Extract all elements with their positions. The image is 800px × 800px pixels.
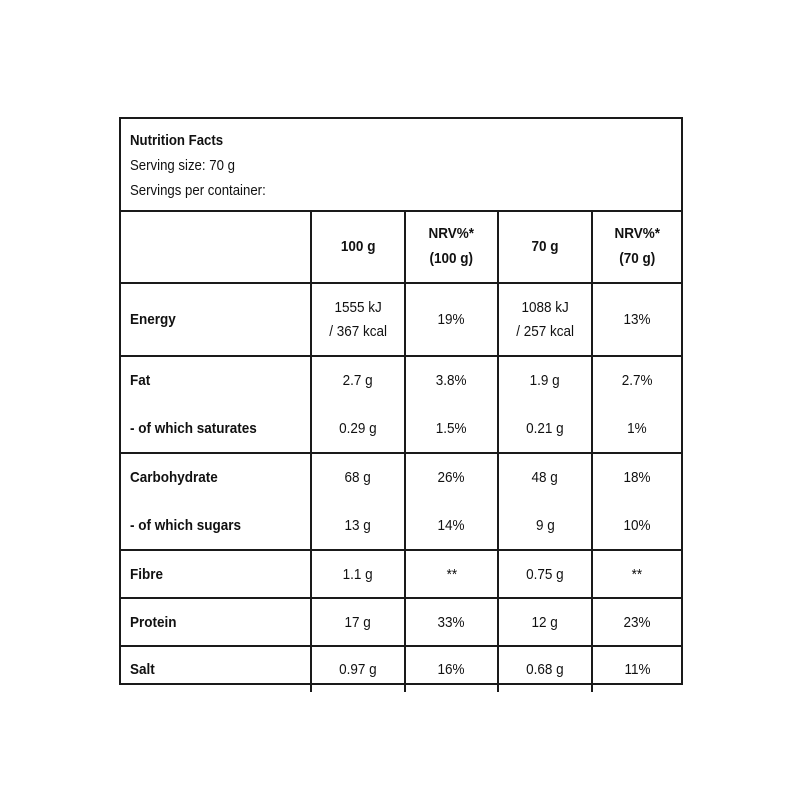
saturates-per-70g: 0.21 g <box>498 404 592 453</box>
row-name-fat: Fat <box>130 372 151 389</box>
label-title: Nutrition Facts <box>130 132 224 149</box>
row-name-saturates: - of which saturates <box>121 404 311 453</box>
energy-per-70g-kcal: / 257 kcal <box>516 322 574 340</box>
table-header-row <box>121 210 681 283</box>
table-row-sugars <box>121 501 681 550</box>
saturates-nrv-70g: 1% <box>592 404 681 453</box>
fibre-nrv-70g: ** <box>592 550 681 598</box>
energy-per-100g-kj: 1555 kJ <box>334 298 382 316</box>
header-nrv-70g-line2: (70 g) <box>618 250 655 267</box>
table-row-energy <box>121 283 681 356</box>
row-name-salt: Salt <box>130 661 155 678</box>
energy-nrv-100g: 19% <box>405 283 498 356</box>
table-row-protein <box>121 598 681 646</box>
sugars-nrv-70g: 10% <box>592 501 681 550</box>
table-row-carbohydrate <box>121 453 681 501</box>
saturates-per-100g: 0.29 g <box>311 404 405 453</box>
row-name-carbohydrate: Carbohydrate <box>130 469 218 486</box>
carbohydrate-nrv-70g: 18% <box>592 453 681 501</box>
table-row-fibre <box>121 550 681 598</box>
header-nrv-70g <box>592 210 681 283</box>
fibre-nrv-100g: ** <box>405 550 498 598</box>
nutrition-label <box>119 117 683 685</box>
header-per-100g-text: 100 g <box>340 237 376 255</box>
sugars-nrv-100g: 14% <box>405 501 498 550</box>
header-nrv-70g-line1: NRV%* <box>614 225 660 242</box>
sugars-per-100g: 13 g <box>311 501 405 550</box>
protein-per-70g: 12 g <box>498 598 592 646</box>
table-row-saturates <box>121 404 681 453</box>
carbohydrate-nrv-100g: 26% <box>405 453 498 501</box>
fat-nrv-100g: 3.8% <box>405 356 498 404</box>
salt-nrv-70g: 11% <box>592 646 681 692</box>
salt-per-100g: 0.97 g <box>311 646 405 692</box>
serving-size: Serving size: 70 g <box>130 157 235 174</box>
energy-per-70g-kj: 1088 kJ <box>521 298 569 316</box>
fat-per-100g: 2.7 g <box>311 356 405 404</box>
header-per-70g <box>498 210 592 283</box>
header-nrv-100g <box>405 210 498 283</box>
row-name-protein: Protein <box>121 598 311 646</box>
nutrition-table <box>121 210 681 692</box>
energy-nrv-70g: 13% <box>592 283 681 356</box>
fat-nrv-70g: 2.7% <box>592 356 681 404</box>
salt-nrv-100g: 16% <box>405 646 498 692</box>
header-nrv-100g-line1: NRV%* <box>428 225 475 242</box>
header-nrv-100g-line2: (100 g) <box>429 250 474 267</box>
protein-per-100g: 17 g <box>311 598 405 646</box>
header-empty-cell <box>121 210 311 283</box>
protein-nrv-70g: 23% <box>592 598 681 646</box>
row-name-fibre: Fibre <box>121 550 311 598</box>
saturates-nrv-100g: 1.5% <box>405 404 498 453</box>
label-header <box>121 119 681 212</box>
row-name-energy: Energy <box>121 283 311 356</box>
energy-per-70g <box>498 283 592 356</box>
fibre-per-100g: 1.1 g <box>311 550 405 598</box>
fibre-per-70g: 0.75 g <box>498 550 592 598</box>
servings-per-container: Servings per container: <box>130 182 266 199</box>
row-name-sugars: - of which sugars <box>121 501 311 550</box>
header-per-70g-text: 70 g <box>531 237 559 255</box>
header-per-100g <box>311 210 405 283</box>
fat-per-70g: 1.9 g <box>498 356 592 404</box>
table-row-fat <box>121 356 681 404</box>
salt-per-70g: 0.68 g <box>498 646 592 692</box>
carbohydrate-per-70g: 48 g <box>498 453 592 501</box>
table-row-salt <box>121 646 681 692</box>
energy-per-100g-kcal: / 367 kcal <box>329 322 387 340</box>
carbohydrate-per-100g: 68 g <box>311 453 405 501</box>
energy-per-100g <box>311 283 405 356</box>
protein-nrv-100g: 33% <box>405 598 498 646</box>
sugars-per-70g: 9 g <box>498 501 592 550</box>
